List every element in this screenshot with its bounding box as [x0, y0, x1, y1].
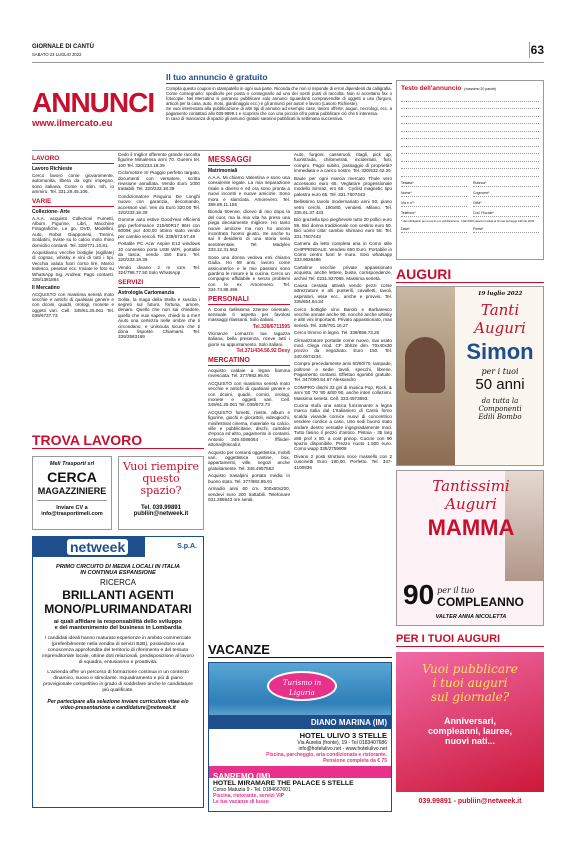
ad-text: Bici graziella tipo pieghevole tutto 20 pollici euro 58. Bici donna tradizionale con cestino euro 50. Bici uomo citta' cambio shimano euro 58. Tel. 331.7607443 [294, 217, 392, 239]
auguri-simon-card [396, 286, 544, 466]
hotel1-web[interactable]: info@hotelulivo.net - www.hotelulivo.net [298, 746, 387, 752]
section-personali: PERSONALI [208, 296, 290, 305]
coupon-data[interactable]: Data* [401, 227, 467, 233]
ad-text: Compro precedamente anni 50/60/70. lampade, poltrone e sedie tavoli, specchi, librerie. Pagamento contanti. Effettuo sgombri gratuite. Tel. 347/090.54.67 Alessandro [294, 361, 392, 383]
ad-text: Auto, furgoni, casseruoli, ritagli, pick up, fuoristrada, chilometrati, incidentati, fusi, compro. Pagoi subito, passaggio di proprietà? immediata e a carico nostro. Tel. 320/532.42.26 [294, 152, 392, 174]
section-servizi: SERVIZI [118, 279, 200, 288]
coupon-text-lines[interactable] [401, 94, 539, 177]
gratuito-title: Il tuo annuncio è gratuito [166, 72, 392, 84]
gratuito-text: Compila questo coupon in stampatello in ogni sua parte. Riconda che non si risponde di errori dipendenti da calligrafia. [166, 86, 392, 91]
section-lavoro: LAVORO [32, 155, 114, 164]
pertuoi-contact-bar [396, 792, 544, 812]
ad-cerca: CERCA [47, 469, 97, 485]
ad-text: COMPRO dischi 33 giri di musica Pop, Rock, & anni '60 '70 '80 &/80 90, anche interi collezioni. Massima serietà. Cell. 333.4973693. [294, 384, 392, 401]
hotel1-address: Via Aurelia (fronte), 19 - Tel 0183407686 [297, 740, 387, 746]
turismo-badge [267, 671, 337, 701]
subsection-lavoro-richieste: Lavoro Richieste [32, 166, 73, 172]
section-mercatino: MERCATINO [208, 357, 290, 366]
paper-name: GIORNALE DI CANTÙ [32, 44, 94, 50]
coupon-codfiscale[interactable]: Cod. Fiscale* [473, 211, 539, 217]
ad-pubblicare-auguri [396, 652, 544, 812]
ad-inviare: Inviare CV a [56, 505, 88, 511]
ad-text: Armadio anni 60 cm. 300x60x200, vendevi euro 200 trattabili. Telefonare 031.288643 ore serali. [208, 486, 290, 502]
coupon-nome[interactable]: Nome* [401, 191, 467, 197]
hotel1-location: DIANO MARINA (IM) [310, 718, 387, 727]
riempire-line: spazio? [140, 484, 182, 497]
ad-email[interactable]: info@trasportimeli.com [41, 511, 103, 517]
ad-text: Bionda 50enne, dicevo di mio dopo la del cuor, ma la mia vita ha preso una piega decisamente migliore. Ho tanto nuove amicizie ma non ho ancora incontrato l'uomo giusto. Se anche tu sai il desiderio di una storia seria sentimentale. Tel. Madylex 333.12.31.563 [208, 209, 290, 253]
simon-line: Auguri [474, 319, 526, 337]
mamma-line: Tantissimi [432, 477, 510, 495]
hotel1-price: Pensione completa da € 75 [323, 758, 387, 764]
ad-text: Cerco trimmo in legno. Tel. 339/856.73.26 [294, 330, 380, 336]
ad-text: Sono una donna vedova emi chiamo Giulia. Ho 69 anni, lavoro come assicuratrice e le mie passioni sono giardino le rosure e la cucina. Cerco un compagno affidabile e senza problemi con le ex Amorevero. Tel. 334.74.88.496 [208, 254, 290, 293]
riempire-mail[interactable]: publiin@netweek.it [133, 511, 189, 517]
ad-text: Portatile PC Acer Aspire E13 windows 10 connesso porta USB WiFi, portatile da tasca, vendo 150 Euro. Tel. 320/233.18.39 [118, 241, 200, 263]
gratuito-text4: In caso di mancanza di spazio gli annunci gratuiti saranno pubblicati la settimana successiva. [166, 116, 344, 121]
section-messaggi: MESSAGGI [208, 155, 290, 166]
ad-phone: Tel.371/434.56.92 Desy [236, 347, 290, 354]
mamma-age: 90 [403, 579, 435, 610]
ad-company: Meli Trasporti srl [49, 461, 95, 467]
simon-photo [405, 337, 445, 393]
ad-text: Baule per ogni marcia mercato Thule vero accessorio euro 65. Veglatore progessionale modello Simraz, ero 65 . Cyclist magnetic tipo palestra euro 65. Tel. 331.7607443 [294, 175, 392, 197]
netweek-line: BRILLANTI AGENTI [62, 588, 174, 602]
pertuoi-line: i tuoi auguri [432, 676, 508, 690]
annunci-title: ANNUNCI [32, 87, 155, 118]
ad-text: Climatizzatore portatile come nuovo, mai usato mod. Clega mod. CF 2bh2e dim. 70x40x30 prezzo da negoziato. Euro 150. Tel. 340.0674234. [294, 337, 392, 359]
netweek-line: Per partecipare alla selezione inviare curriculum vitae e/o video-presentazione a candidature@netweek.it [47, 699, 189, 712]
netweek-line: RICERCA [99, 578, 136, 587]
ad-text: Acquisto per contanti oggettistica, mobili vari, oggettistica cantine, box, appartamenti, ville, negozi anche gratuitamente. Tel. 346.4957563 [208, 449, 290, 471]
coupon-title: Testo dell'annuncio [401, 85, 462, 92]
ad-text: ACQUISTO con massima serietà moto vecchie e antichi di qualsiasi genere e con dcoini, quadri, comici, orologi, monete e oggetti vari. Cell. 349/61.25.061 Tel. 039/673.73 [208, 380, 290, 408]
ad-text: Acquistiamo vecchie bottiglie (sigillate) di cognac, whisky e vini di tutti i tipi. Vecchia valuta fuori corso lire, Marco tedesco, pesetas ecc. Inviate le foto su WhatsApp Sig. Andrea: Pago contanti. 339/1381864 [32, 250, 114, 283]
ad-text: ACQUISTO fumetti, riviste, album e figurine, giochi e giocattoli, videogiochi, minifestival cinema, materiale su calcio, ville e pubblicitarie, dischi, cartoline d'epoca ed altro, pagamento in contanti. Antonio 349.4086064 - fffindel-attoria@tiscali.it [208, 409, 290, 448]
ad-text: Acquisto caldaie a legna fiamma rovesciata. Tel. 377/982.95.91 [208, 367, 290, 379]
auguri-mamma-card [396, 470, 544, 626]
auguri-title: AUGURI [396, 266, 544, 283]
simon-line: per i tuoi [481, 367, 519, 376]
turismo-text: Turismo in Liguria [282, 679, 322, 697]
coupon-firma[interactable]: Firma* [473, 227, 539, 233]
hotel1-name: HOTEL ULIVO 3 STELLE [299, 731, 387, 740]
ad-text: Condizionatore Pinguino De Longhi nuovo con garanzia, decomando, accessori vari. Ven do Euro 320,00 Tel. 320/233.18.39 [118, 193, 200, 216]
subsection-astrologia: Astrologia Cartomanzia [118, 289, 175, 296]
netweek-line: L'azienda offre un percorso di formazione continua in un contesto dinamico, nuovo e stimolante. Inquadramento e più di piano provvigionale competitivo in grado di soddisfare anche le candidature più qualificate. [43, 670, 193, 693]
column-1 [32, 152, 114, 319]
mamma-compleanno: COMPLEANNO [437, 595, 524, 609]
riempire-tel: Tel. 039.99891 [141, 505, 181, 511]
hotel2-services: Piscina, ristorante, servizi VIP [213, 793, 285, 799]
subsection-matrimoniali: Matrimoniali [208, 168, 238, 174]
gratuito-text3: Se vuoi interessato alla pubblicazione di altri tipi di annunci ad esempio case, lavoro offerte, auguri, necrologi, ecc. a pagamento contattaci allo 039.9899.1 e scoprirai che con una piccola cifra potrai pubblicare ciò che ti interessa. [166, 106, 392, 116]
ad-phone: Tel.339/6711595 [252, 323, 290, 330]
column-3 [208, 152, 290, 502]
trova-lavoro-title: TROVA LAVORO [32, 432, 204, 449]
gratuito-box [166, 72, 392, 144]
per-tuoi-auguri-title: PER I TUOI AUGURI [396, 632, 544, 647]
ad-text: Gomme auto estive GoodYear efficienti grip performance 215/60R17 96H con 6000€ pur 400,00 ottimo stato vendo per cambio veicoli. Tel. 339/673.57.48 [118, 217, 200, 239]
ad-text: Bellissimo tavolo modernariato anni 50, piano vetro cerchi, 190x80, vendesi. Milano. Tel. 335.61.37.433 [294, 199, 392, 216]
ad-text: A Como bellissima 23enne orientale, sensuale ti aspetta per favolosi massaggi rilassanti. Solo italiani. [208, 306, 290, 323]
coupon-via[interactable]: Via e n°* [401, 201, 467, 207]
ad-text: Acquisto trasalpini portata media in buono stato. Tel. 377/982.95.91 [208, 473, 290, 484]
simon-line: Tanti [480, 301, 520, 319]
pertuoi-line: Anniversari, [443, 716, 497, 726]
netweek-line: MONO/PLURIMANDATARI [44, 602, 192, 616]
coupon-rubrica[interactable]: Rubrica* [473, 181, 539, 187]
simon-line: Edili Bombo [478, 413, 522, 421]
hotel2-name: HOTEL MIRAMARE THE PALACE 5 STELLE [213, 780, 354, 787]
ad-text: Causa cessata attività vendo pezzi corse attrezzature e alti punterili, cavalletti, tavoli, aspiratori, esse ecc., anche e provvis. Tel. 335/654.84.34 [294, 282, 392, 305]
coupon-hint: (massimo 20 parole) [464, 87, 497, 91]
page-number: 63 [530, 43, 544, 57]
simon-date: 19 luglio 2022 [477, 291, 523, 297]
ad-netweek [32, 536, 204, 808]
ad-text: Vendo divano 2 m x1m. Tel. 324/798.77.50 Solo WhatsApp [118, 264, 200, 276]
ad-text: Cedo il miglior offerente grande raccolta figurine Minalensa anni 70. Guerini tel. 100 Tel. 320/233.18.39 [118, 152, 200, 168]
gratuito-text2: Come consegnarlo: spedito/lo per posta o consegnarlo ad uno dei nostri punti di raccolta. Non si accettano fax o fotocopie. Nel Mercatino si potranno pubblicare solo annunci riguardanti compravendite di oggetti a uso (furgoni, articoli per la casa, auto, moto, giardinaggio ecc.) e gli annunci per autori e lavoro (Lavoro Richieste). [166, 91, 392, 106]
column-2 [118, 152, 200, 340]
ad-text: Cucina stufa una antica funzionante a legna marca Italia dal 1'Italianiero di Cantù forno scalda vivande cornice nuovi di concentrico vendere cordice a caso, Uso sedi buono stato andare dentro versatile ingegnadamente mod. Tutto fasino il pezzo d'antico. Pistoia - 35 larg x85 prof x 80. a cost prinop. Cucine con 90 spazio disponibile. Prezzo nuoto 1.500 euro. Como wapp 335/2759908 [294, 403, 392, 452]
mamma-line: Auguri [445, 495, 497, 513]
coupon-cognome[interactable]: Cognome* [473, 191, 539, 197]
coupon-note: * dati obbligatori per pena di non pubblicazione. I dati 0000 saranno trattati ai fini dei del legge 196 del 2003. [401, 218, 535, 223]
netweek-line: ai quali affidare la responsabilità dello sviluppo [54, 619, 182, 625]
netweek-line: I candidati ideali hanno maturato esperienze in ambito commerciale (preferibilmente nella vendita di servizi B2B), possiedono una conoscenza approfondita del territorio di riferimento e del tessuto imprenditoriale locale, ottime doti relazionali, predisposizione al lavoro di squadra, entusiasmo e proattività. [42, 636, 194, 665]
ad-text: A.A.A. Mi chiamo Valentina e sono una consulente legale. La mia separazione risale a diversi e ed ora sono pronta a nuovi incontri e nuove amicizie. Sono mora e slanciata. Amorevero. Tel. 388.89.11.155 [208, 175, 290, 208]
section-varie: VARIE [32, 198, 114, 207]
pertuoi-line: Vuoi pubblicare [422, 662, 518, 676]
simon-years: 50 anni [475, 376, 525, 393]
netweek-spa: S.p.A. [177, 543, 197, 550]
netweek-line: e del mantenimento del business in Lombardia [54, 625, 182, 631]
hotel2-location: SANREMO (IM) [213, 772, 271, 781]
column-4 [294, 152, 392, 470]
riempire-line: Vuoi riempire [122, 460, 199, 473]
ad-text: Ciclomotore SI Piaggio perfetto targato, documenti con versatore, scritta revisione annullata. Vendo Euro 1000 trattabili. Tel. 320/233.18.39 [118, 170, 200, 192]
ad-text: Solita, la maga della Stella e suscita i segreti sul futuro. fortuna, amore, denaro. Quello che non sai chiedere, quello che vuoi sapere, chiedi lo a me!! Aiuto una certezza nelle ombre che ti circondano, e unisciuta sicura che ti dona risposte. Chiamami. Tel. 339/2583169 [118, 296, 200, 340]
netweek-line: PRIMO CIRCUITO DI MEDIA LOCALI IN ITALIA [55, 564, 181, 570]
vacanze-ad [208, 662, 392, 812]
ad-text: Vicinanze Lomazzo tua ragazza italiana, bella presenza, riceve tutti i giorni su appuntamento. Solo italiani. [208, 330, 290, 347]
ad-text: Camera da letto completa aria in Como stile CHIPPENDALE. Vendesi 650 Euro. Portabile in Como centro fuori le mura. Solo whatsapp 333.9636486 [294, 241, 392, 263]
ad-riempire-spazio [118, 456, 204, 530]
mamma-line: per il tuo [437, 586, 475, 595]
coupon-form [396, 80, 544, 260]
annunci-banner [32, 88, 157, 138]
coupon-testata[interactable]: Testata* [401, 181, 467, 187]
paper-date: SABATO 23 LUGLIO 2022 [32, 52, 82, 57]
netweek-line: IN CONTINUA ESPANSIONE [80, 570, 156, 576]
pertuoi-line: nuovi nati... [444, 736, 495, 746]
mamma-name: MAMMA [427, 515, 515, 540]
hotel1-services: Piscina, parcheggio, aria condizionata e ristorante. [266, 752, 387, 758]
subsection-collezione: Collezione- Arte [32, 208, 70, 215]
ad-text: Cartoline vecchie private appassionato acquista, anche lettere, buste, corrispondenze, archivi Tel. 0231.927085. Massima serietà. [294, 264, 392, 281]
subsection-mercatino: Il Mercatino [32, 284, 60, 291]
vacanze-title: VACANZE [208, 642, 392, 658]
ad-text: A.A.A. acquisto Collezioni Fumetti, Album Figurine, Libri, Macchine Fotografiche, Le go, DVD, Modellini, Auto, Robot Giapponesi, Trenini, Soldatini, riviste su lo calcio moto rhino domicilio contanti. Tel. 328/771.10.81. [32, 215, 114, 248]
coupon-telefono[interactable]: Telefono* [401, 211, 467, 217]
pertuoi-line: compleanni, lauree, [427, 726, 513, 736]
coupon-citta[interactable]: Città* [473, 201, 539, 207]
ad-text: ACQUISTO con massima serietà moto vecchie e antichi di qualsiasi genere e con dcoini, quadri, orologi, monete e oggetti vari. Cell. 349/61.25.061 Tel. 039/6737.73 [32, 291, 114, 319]
simon-name: Simon [466, 339, 534, 364]
ad-text: Cerco lavoro come giovanimente, automunita, libera da ogni impegno, sono italiana. Come o stim. Ioh, io ammiro. Tel. 331.29.45.106. [32, 173, 114, 195]
ad-text: Cerco bottiglie vino Barolo e Barbaresco vecchie annate anche 90, nonché anche whisky e altri vini importanti. Privato appassionato, max serietà. Tel. 335/791.16.27 [294, 306, 392, 328]
riempire-line: questo [142, 472, 180, 485]
page-header [32, 40, 544, 62]
pertuoi-tel[interactable]: 039.99891 - publiin@netweek.it [418, 798, 522, 805]
netweek-logo: netweek [67, 539, 128, 555]
ad-role: MAGAZZINIERE [37, 486, 107, 496]
hotel2-offer: Le tue vacanze di lusso [213, 799, 269, 805]
mamma-signature: VALTER ANNA NICOLETTA [435, 614, 507, 620]
ad-text: Divano 2 posti struttura noce massello con 2 cuscinetti Euro 190,00. Perfetto. Tel. 347-4100836 [294, 453, 392, 470]
hotel2-address: Corso Matuzia 9 - Tel. 0184667601 [213, 787, 291, 793]
simon-line: Componenti [478, 405, 522, 413]
simon-line: da tutta la [481, 397, 519, 405]
pertuoi-line: sul giornale? [430, 690, 510, 704]
annunci-url[interactable]: www.ilmercato.eu [32, 118, 113, 129]
ad-cerca-magazziniere [32, 456, 112, 530]
